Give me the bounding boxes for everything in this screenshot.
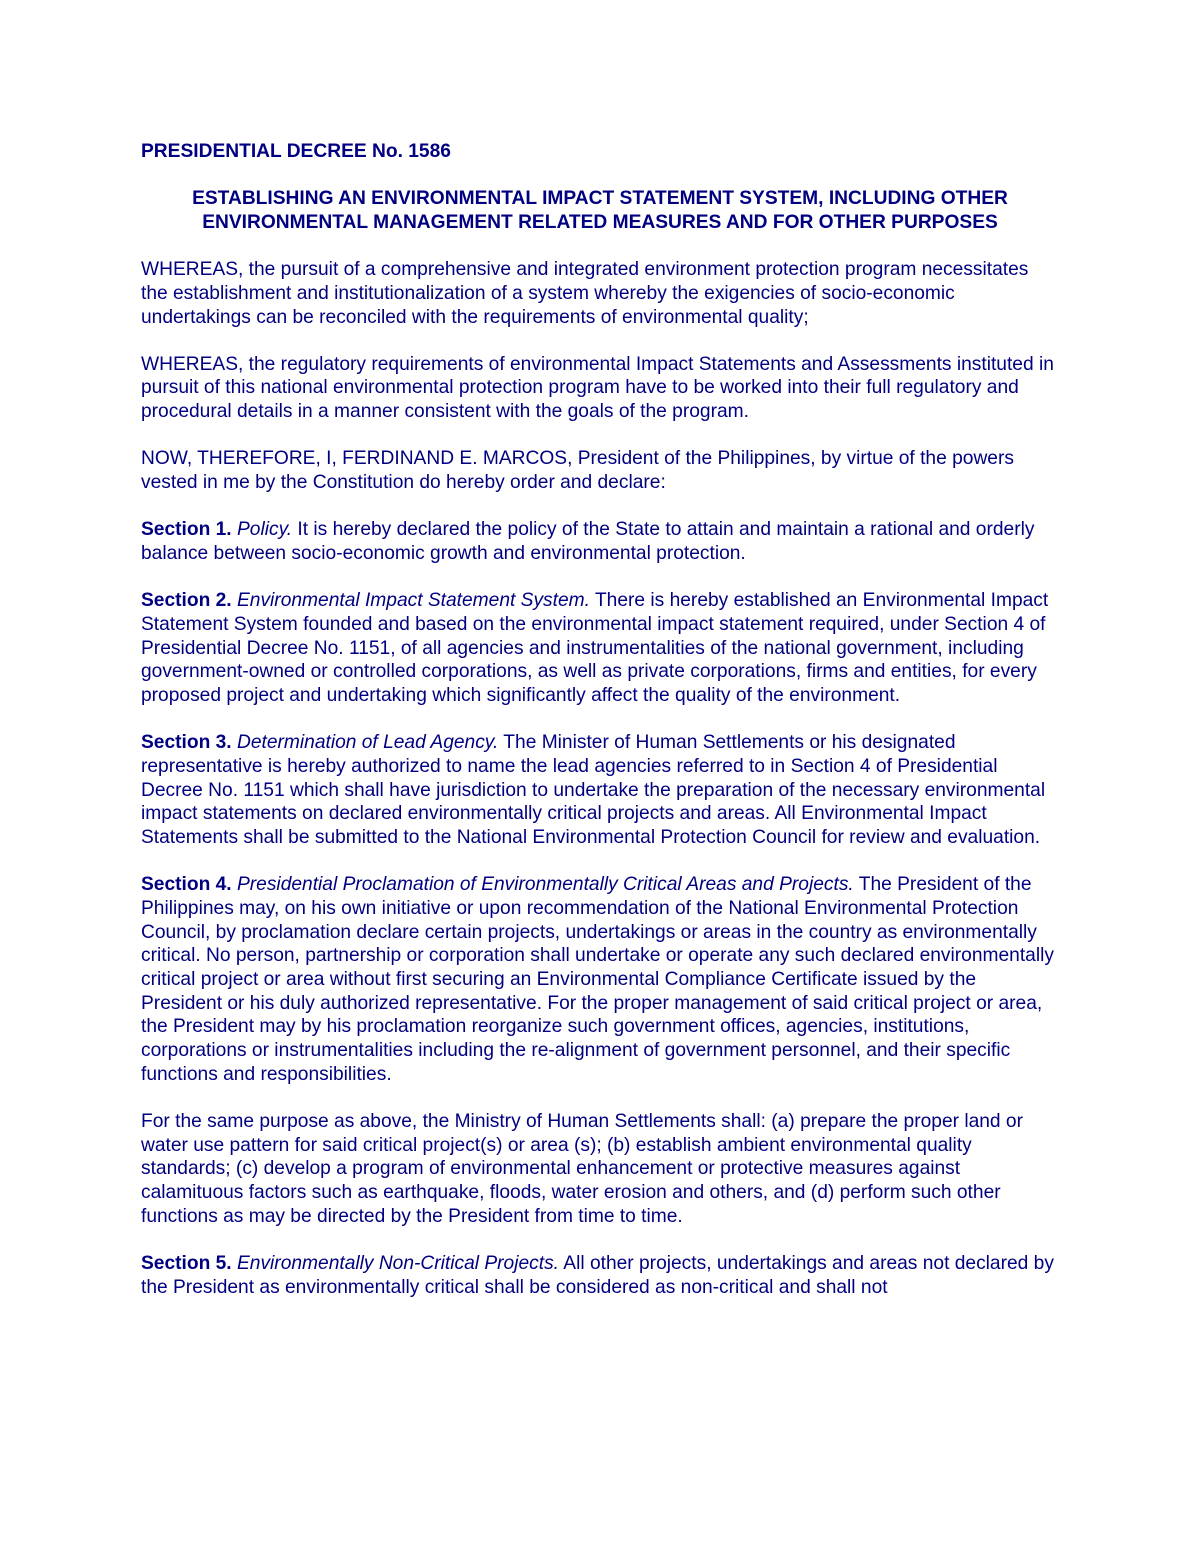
section-text: There is hereby established an Environmental Impact Statement System founded and based on the environmental impact statement required, under Section 4 of Presidential Decree No. 1151, of all agencies and instrumentalities of the national government, including government-owned or controlled corporations, as well as private corporations, firms and entities, for every proposed project and undertaking which significantly affect the quality of the environment. [141, 590, 1049, 706]
section-text: The President of the Philippines may, on his own initiative or upon recommendation of the National Environmental Protection Council, by proclamation declare certain projects, undertakings or areas in the country as environmentally critical. No person, partnership or corporation shall undertake or operate any such declared environmentally critical project or area without first securing an Environmental Compliance Certificate issued by the President or his duly authorized representative. For the proper management of said critical project or area, the President may by his proclamation reorganize such government offices, agencies, institutions, corporations or instrumentalities including the re-alignment of government personnel, and their specific functions and responsibilities. [141, 874, 1054, 1085]
section-label: Section 5. [141, 1253, 232, 1275]
section-heading: Environmentally Non-Critical Projects. [236, 1253, 560, 1275]
section-text: All other projects, undertakings and areas not declared by the President as environmentally critical shall be considered as non-critical and shall not [141, 1253, 1054, 1298]
section-1 [141, 518, 1059, 565]
whereas-clause-2: WHEREAS, the regulatory requirements of environmental Impact Statements and Assessments instituted in pursuit of this national environmental protection program have to be worked into their full regulatory and procedural details in a manner consistent with the goals of the program. [141, 353, 1054, 423]
whereas-clause-1: WHEREAS, the pursuit of a comprehensive and integrated environment protection program necessitates the establishment and institutionalization of a system whereby the exigencies of socio-economic undertakings can be reconciled with the requirements of environmental quality; [141, 259, 1029, 328]
section-label: Section 2. [141, 590, 232, 612]
section-4-followup: For the same purpose as above, the Ministry of Human Settlements shall: (a) prepare the proper land or water use pattern for said critical project(s) or area (s); (b) establish ambient environmental quality standards; (c) develop a program of environmental enhancement or protective measures against calamituous factors such as earthquake, floods, water erosion and others, and (d) perform such other functions as may be directed by the President from time to time. [141, 1111, 1023, 1227]
section-text: It is hereby declared the policy of the State to attain and maintain a rational and orderly balance between socio-economic growth and environmental protection. [141, 519, 1035, 564]
section-heading: Environmental Impact Statement System. [236, 590, 590, 612]
section-5 [141, 1252, 1059, 1299]
document-title: PRESIDENTIAL DECREE No. 1586 [141, 141, 451, 162]
section-3 [141, 731, 1059, 850]
now-therefore-clause: NOW, THEREFORE, I, FERDINAND E. MARCOS, President of the Philippines, by virtue of the powers vested in me by the Constitution do hereby order and declare: [141, 448, 1014, 494]
document-subtitle: ESTABLISHING AN ENVIRONMENTAL IMPACT STATEMENT SYSTEM, INCLUDING OTHER ENVIRONMENTAL MANAGEMENT RELATED MEASURES AND FOR OTHER PURPOSES [192, 188, 1008, 233]
section-text: The Minister of Human Settlements or his designated representative is hereby authorized to name the lead agencies referred to in Section 4 of Presidential Decree No. 1151 which shall have jurisdiction to undertake the preparation of the necessary environmental impact statements on declared environmentally critical projects and areas. All Environmental Impact Statements shall be submitted to the National Environmental Protection Council for review and evaluation. [141, 732, 1046, 848]
document-page [141, 140, 1059, 1323]
section-heading: Policy. [236, 519, 293, 541]
section-2 [141, 589, 1059, 708]
section-heading: Determination of Lead Agency. [236, 732, 499, 754]
section-heading: Presidential Proclamation of Environmentally Critical Areas and Projects. [236, 874, 854, 896]
section-label: Section 3. [141, 732, 232, 754]
section-4 [141, 873, 1059, 1086]
section-label: Section 4. [141, 874, 232, 896]
section-label: Section 1. [141, 519, 232, 541]
